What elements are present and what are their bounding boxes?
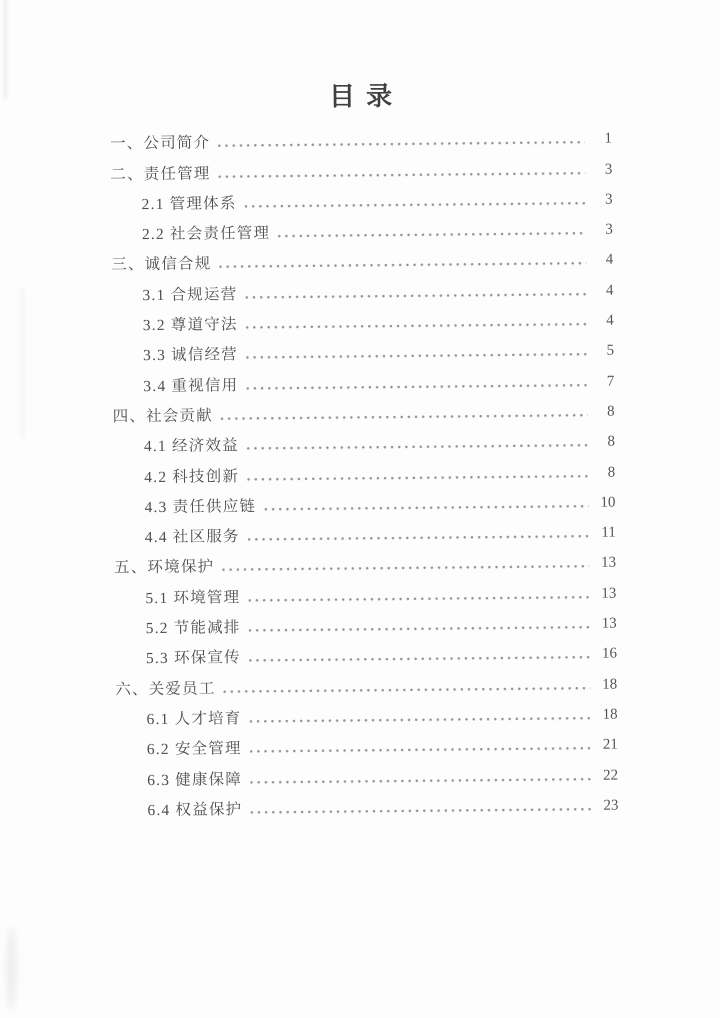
toc-entry-page: 4 [606,312,614,329]
toc-list [110,122,619,824]
toc-entry-label: 5.3 环保宣传 [145,649,241,668]
toc-entry-page: 4 [605,282,614,299]
toc-leader-dots [245,202,586,208]
toc-row [110,152,612,187]
toc-entry-label: 6.1 人才培育 [146,710,242,729]
toc-entry-page: 7 [606,373,615,390]
toc-row [110,122,612,157]
toc-entry-page: 8 [607,464,616,481]
toc-entry-label: 4.1 经济效益 [143,437,239,456]
toc-row [113,425,615,460]
toc-entry-page: 3 [605,221,613,238]
toc-entry-page: 8 [607,433,616,450]
toc-entry-page: 10 [600,494,616,511]
toc-leader-dots [248,535,589,541]
toc-entry-page: 3 [605,191,613,208]
toc-entry-page: 13 [601,555,617,572]
scan-edge-artifact [21,288,24,438]
toc-leader-dots [249,626,590,632]
toc-row [113,485,615,520]
toc-entry-label: 6.3 健康保障 [147,770,243,789]
toc-leader-dots [218,141,585,148]
toc-entry-page: 18 [602,676,618,693]
toc-entry-page: 18 [602,706,618,723]
toc-entry-label: 三、诚信合规 [111,255,212,274]
toc-row [116,758,618,793]
toc-content [109,0,619,823]
toc-row [115,697,617,732]
toc-leader-dots [246,384,587,390]
toc-row [111,273,613,308]
toc-entry-label: 3.2 尊道守法 [142,316,238,335]
toc-entry-page: 23 [603,797,619,814]
toc-entry-label: 5.1 环境管理 [145,588,241,607]
toc-leader-dots [219,262,586,269]
toc-row [116,788,618,823]
toc-entry-label: 五、环境保护 [114,558,215,577]
toc-row [114,515,616,550]
toc-entry-label: 5.2 节能减排 [145,619,241,638]
toc-leader-dots [248,596,589,602]
toc-row [115,637,617,672]
toc-leader-dots [221,414,588,421]
toc-entry-label: 2.2 社会责任管理 [141,225,271,244]
toc-leader-dots [250,777,591,783]
toc-leader-dots [224,686,591,693]
toc-row [112,334,614,369]
toc-row [115,606,617,641]
toc-entry-label: 二、责任管理 [110,165,211,184]
toc-row [112,394,614,429]
toc-leader-dots [222,565,589,572]
toc-entry-label: 6.4 权益保护 [147,801,243,819]
toc-entry-label: 4.4 社区服务 [144,528,240,547]
toc-leader-dots [278,232,586,238]
toc-row [112,364,614,399]
toc-leader-dots [250,808,591,814]
toc-row [116,728,618,763]
toc-leader-dots [219,171,586,178]
toc-entry-label: 3.1 合规运营 [142,285,238,304]
toc-row [111,243,613,278]
toc-entry-page: 3 [604,161,613,178]
toc-entry-label: 2.1 管理体系 [141,195,237,214]
toc-entry-label: 4.3 责任供应链 [144,497,257,516]
toc-row [114,576,616,611]
toc-leader-dots [249,717,590,723]
toc-entry-label: 3.3 诚信经营 [143,346,239,365]
toc-entry-page: 4 [605,252,614,269]
toc-entry-page: 13 [601,615,617,632]
toc-entry-label: 4.2 科技创新 [144,467,240,486]
page-title: 目录 [328,81,404,112]
toc-row [110,182,612,217]
toc-entry-page: 22 [603,767,619,784]
toc-entry-page: 8 [607,403,615,420]
toc-entry-page: 16 [601,645,618,663]
toc-leader-dots [249,656,590,662]
toc-row [113,455,615,490]
toc-row [111,212,613,247]
toc-row [114,546,616,581]
toc-entry-page: 13 [601,585,617,602]
scan-edge-artifact [4,0,7,99]
toc-row [115,667,617,702]
toc-leader-dots [246,353,587,359]
toc-leader-dots [247,444,588,450]
toc-leader-dots [247,474,588,480]
toc-entry-label: 四、社会贡献 [112,407,213,426]
toc-entry-page: 1 [604,130,613,147]
toc-entry-label: 6.2 安全管理 [146,740,242,759]
toc-entry-page: 5 [606,342,615,360]
toc-entry-label: 3.4 重视信用 [143,376,239,395]
toc-entry-page: 11 [601,524,616,541]
toc-leader-dots [250,747,591,753]
toc-leader-dots [246,323,587,329]
toc-entry-page: 21 [602,736,618,753]
toc-leader-dots [245,293,586,299]
toc-entry-label: 一、公司简介 [109,134,211,153]
scan-edge-artifact [6,928,17,1010]
toc-leader-dots [264,505,588,511]
toc-row [112,303,614,338]
toc-entry-label: 六、关爱员工 [115,680,216,699]
